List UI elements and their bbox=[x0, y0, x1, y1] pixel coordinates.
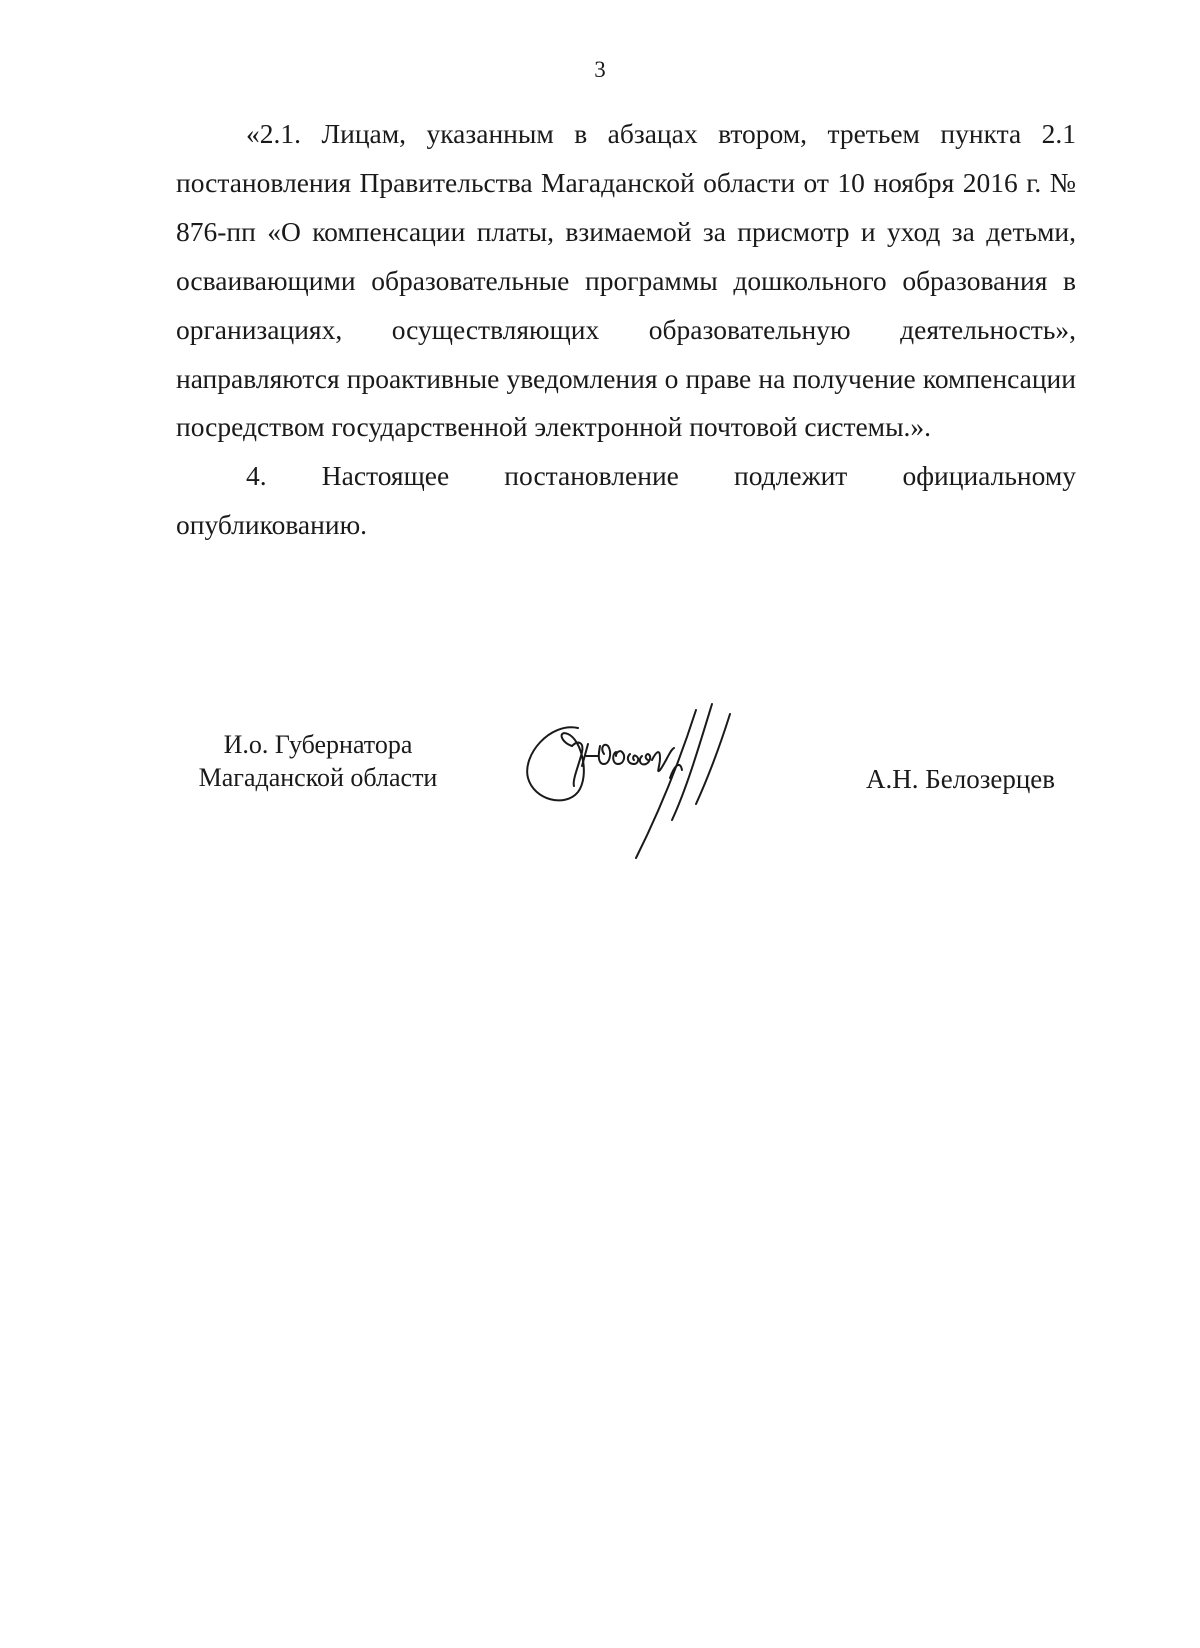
paragraph-2-1-amendment: «2.1. Лицам, указанным в абзацах втором, третьем пункта 2.1 постановления Правительства Магаданской области от 10 ноября 2016 г. № 876-пп «О компенсации платы, взимаемой за присмотр и уход за детьми, осваивающими образовательные программы дошкольного образования в организациях, осуществляющих образовательную деятельность», направляются проактивные уведомления о праве на получение компенсации посредством государственной электронной почтовой системы.». bbox=[176, 118, 1076, 443]
paragraph-4-publication: 4. Настоящее постановление подлежит официальному опубликованию. bbox=[176, 460, 1076, 541]
signatory-title-line-2: Магаданской области bbox=[198, 763, 438, 792]
handwritten-signature bbox=[520, 700, 790, 880]
signatory-title bbox=[178, 728, 458, 794]
page-number: 3 bbox=[594, 57, 606, 82]
signatory-title-line-1: И.о. Губернатора bbox=[223, 730, 413, 759]
signatory-name: А.Н. Белозерцев bbox=[866, 764, 1056, 794]
